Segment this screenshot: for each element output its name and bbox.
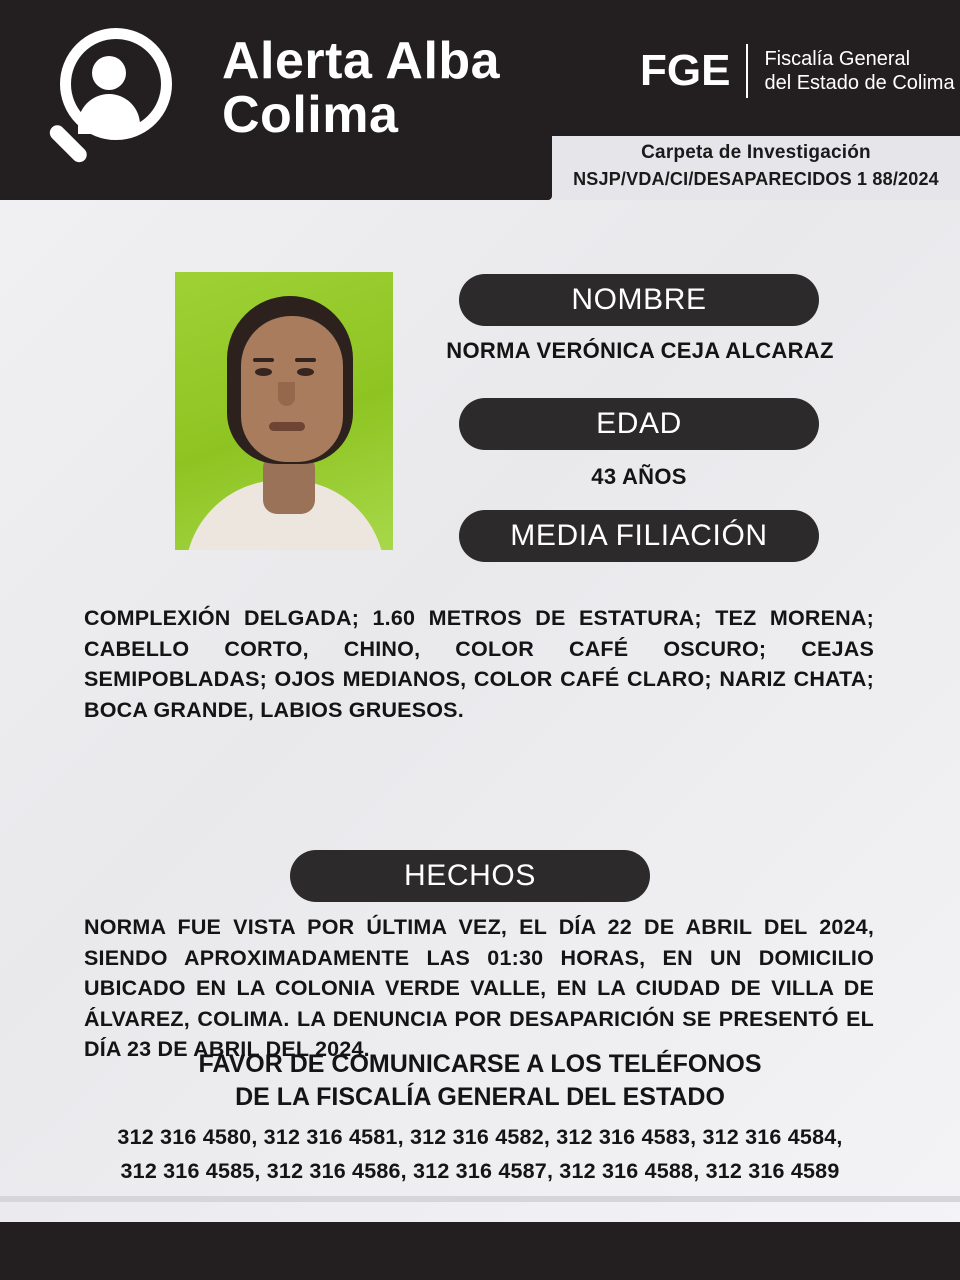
phones-line-2: 312 316 4585, 312 316 4586, 312 316 4587, 312 316 4588, 312 316 4589 [120, 1159, 840, 1184]
cta-line-1: FAVOR DE COMUNICARSE A LOS TELÉFONOS [198, 1050, 762, 1078]
contact-phone-numbers [60, 1120, 900, 1189]
fge-name-line1: Fiscalía General [764, 47, 911, 70]
footer-bar [0, 1222, 960, 1280]
fge-name [764, 47, 954, 96]
label-edad: EDAD [459, 398, 819, 450]
fge-logo-block [640, 44, 955, 98]
value-nombre: NORMA VERÓNICA CEJA ALCARAZ [446, 338, 834, 363]
magnifier-person-icon [46, 24, 196, 174]
brand-title [222, 32, 501, 145]
label-hechos: HECHOS [290, 850, 650, 902]
carpeta-number: NSJP/VDA/CI/DESAPARECIDOS 1 88/2024 [573, 169, 939, 189]
value-media-filiacion: COMPLEXIÓN DELGADA; 1.60 METROS DE ESTATURA; TEZ MORENA; CABELLO CORTO, CHINO, COLOR CAFÉ OSCURO; CEJAS SEMIPOBLADAS; OJOS MEDIANOS, COLOR CAFÉ CLARO; NARIZ CHATA; BOCA GRANDE, LABIOS GRUESOS. [84, 606, 874, 722]
carpeta-title: Carpeta de Investigación [641, 142, 871, 163]
value-hechos: NORMA FUE VISTA POR ÚLTIMA VEZ, EL DÍA 22 DE ABRIL DEL 2024, SIENDO APROXIMADAMENTE LAS 01:30 HORAS, EN UN DOMICILIO UBICADO EN LA COLONIA VERDE VALLE, EN LA CIUDAD DE VILLA DE ÁLVAREZ, COLIMA. LA DENUNCIA POR DESAPARICIÓN SE PRESENTÓ EL DÍA 23 DE ABRIL DEL 2024. [84, 915, 874, 1062]
phones-line-1: 312 316 4580, 312 316 4581, 312 316 4582, 312 316 4583, 312 316 4584, [117, 1125, 843, 1149]
person-head-shape [92, 56, 126, 90]
label-nombre: NOMBRE [459, 274, 819, 326]
fge-name-line2: del Estado de Colima [764, 72, 955, 94]
footer-divider [0, 1196, 960, 1202]
contact-call-to-action [80, 1048, 880, 1113]
fge-divider [746, 44, 748, 98]
cta-line-2: DE LA FISCALÍA GENERAL DEL ESTADO [235, 1082, 725, 1111]
brand-title-line1: Alerta Alba [222, 32, 501, 90]
value-edad: 43 AÑOS [591, 464, 687, 489]
photo-eye-right [297, 368, 314, 376]
poster-header [0, 0, 960, 200]
photo-brow-right [295, 358, 316, 362]
photo-eye-left [255, 368, 272, 376]
photo-mouth [269, 422, 305, 431]
brand-title-line2: Colima [222, 86, 399, 145]
carpeta-investigacion-block [552, 136, 960, 200]
label-media-filiacion: MEDIA FILIACIÓN [459, 510, 819, 562]
photo-nose [278, 382, 295, 406]
missing-person-photo [175, 272, 393, 550]
fge-acronym: FGE [640, 46, 731, 95]
photo-brow-left [253, 358, 274, 362]
